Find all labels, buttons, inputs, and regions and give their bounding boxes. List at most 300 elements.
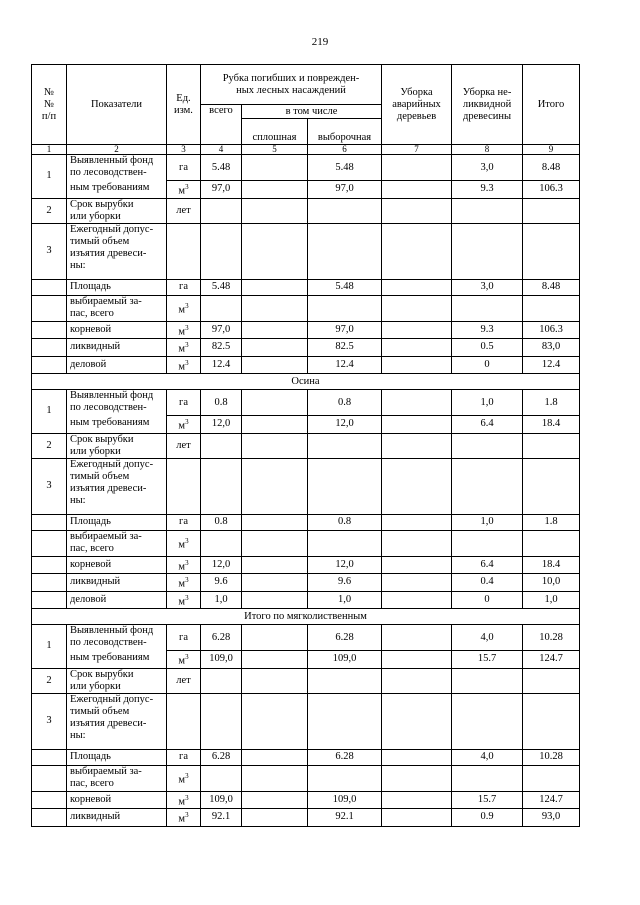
cell-v8 [452,530,523,556]
cell-v8 [452,295,523,321]
cell-v9 [523,765,580,791]
table-row [32,591,580,609]
cell-v6: 97,0 [308,181,382,199]
cell-v9: 1,0 [523,591,580,609]
cell-v4: 1,0 [201,591,242,609]
cell-v4: 6.28 [201,749,242,765]
row-label [67,390,167,434]
cell-v8: 3,0 [452,155,523,181]
unit-text: га [179,281,188,292]
cell-v9 [523,295,580,321]
cell-v4: 12.4 [201,356,242,374]
unit-superscript: 3 [185,793,189,802]
cell-v5 [242,749,308,765]
header-indicators: Показатели [67,65,167,145]
cell-v6: 0.8 [308,514,382,530]
cell-v9: 124.7 [523,791,580,809]
cell-v7 [382,574,452,592]
cell-v7 [382,765,452,791]
row-number [32,530,67,556]
cell-v9: 106.3 [523,181,580,199]
cell-v4: 0.8 [201,390,242,416]
row-number [32,321,67,339]
section-title: Осина [32,374,580,390]
row-unit [167,356,201,374]
cell-v7 [382,749,452,765]
row-number: 2 [32,198,67,223]
cell-v6 [308,198,382,223]
cell-v8 [452,223,523,279]
table-row [32,458,580,514]
cell-v4 [201,433,242,458]
table-row [32,530,580,556]
row-unit [167,530,201,556]
cell-v8: 9.3 [452,181,523,199]
cell-v6 [308,295,382,321]
cell-v8: 4,0 [452,749,523,765]
unit-superscript: 3 [185,771,189,780]
row-label: выбираемый за- пас, всего [67,295,167,321]
cell-v6 [308,223,382,279]
cell-v6: 6.28 [308,749,382,765]
cell-v6: 6.28 [308,625,382,651]
cell-v8: 3,0 [452,279,523,295]
cell-v4 [201,668,242,693]
cell-v5 [242,390,308,416]
cell-v7 [382,668,452,693]
unit-text: га [179,751,188,762]
unit-text: м [178,596,186,607]
row-unit [167,809,201,827]
header-num: № № п/п [32,65,67,145]
cell-v8: 15.7 [452,791,523,809]
column-number: 3 [167,145,201,155]
row-number: 3 [32,693,67,749]
cell-v4: 109,0 [201,651,242,669]
row-label: корневой [67,791,167,809]
header-illiquid: Уборка не- ликвидной древесины [452,65,523,145]
cell-v6 [308,693,382,749]
cell-v7 [382,339,452,357]
header-including: в том числе [242,105,382,119]
unit-text: га [179,631,188,643]
row-label: корневой [67,556,167,574]
cell-v5 [242,339,308,357]
cell-v7 [382,693,452,749]
unit-superscript: 3 [185,341,189,349]
cell-v8 [452,458,523,514]
row-unit [167,198,201,223]
forest-felling-table [31,64,580,827]
row-unit [167,625,201,651]
cell-v4: 97,0 [201,321,242,339]
row-label: Ежегодный допус- тимый объем изъятия древеси- ны: [67,693,167,749]
cell-v9 [523,198,580,223]
cell-v6 [308,668,382,693]
unit-text: м [178,561,186,572]
row-number [32,356,67,374]
table-row [32,556,580,574]
cell-v8 [452,198,523,223]
cell-v4: 9.6 [201,574,242,592]
cell-v7 [382,416,452,434]
row-number: 3 [32,458,67,514]
row-unit [167,765,201,791]
cell-v6 [308,530,382,556]
table-row [32,625,580,651]
cell-v9 [523,223,580,279]
row-label: Срок вырубки или уборки [67,433,167,458]
row-unit [167,651,201,669]
cell-v6: 5.48 [308,155,382,181]
cell-v9 [523,668,580,693]
row-label [67,625,167,669]
cell-v5 [242,693,308,749]
column-number: 6 [308,145,382,155]
unit-text: лет [176,674,191,686]
cell-v4: 12,0 [201,556,242,574]
table-row [32,155,580,181]
table-row [32,791,580,809]
row-label: выбираемый за- пас, всего [67,765,167,791]
cell-v5 [242,458,308,514]
cell-v5 [242,556,308,574]
cell-v7 [382,198,452,223]
cell-v6: 109,0 [308,791,382,809]
unit-text: га [179,161,188,173]
row-number [32,591,67,609]
cell-v7 [382,390,452,416]
row-label: Срок вырубки или уборки [67,198,167,223]
cell-v5 [242,765,308,791]
cell-v7 [382,514,452,530]
table-row [32,749,580,765]
row-unit [167,339,201,357]
cell-v4 [201,198,242,223]
cell-v8: 1,0 [452,390,523,416]
cell-v6: 12.4 [308,356,382,374]
cell-v5 [242,321,308,339]
cell-v5 [242,668,308,693]
cell-v4: 97,0 [201,181,242,199]
cell-v4 [201,458,242,514]
row-label: ликвидный [67,339,167,357]
row-unit [167,295,201,321]
row-label: Ежегодный допус- тимый объем изъятия древеси- ны: [67,458,167,514]
row-unit [167,458,201,514]
table-row [32,514,580,530]
row-unit [167,181,201,199]
cell-v9: 10.28 [523,749,580,765]
cell-v5 [242,356,308,374]
cell-v4: 12,0 [201,416,242,434]
table-row [32,356,580,374]
column-number: 5 [242,145,308,155]
cell-v8: 4,0 [452,625,523,651]
cell-v9: 18.4 [523,556,580,574]
cell-v9: 8.48 [523,155,580,181]
row-label [67,155,167,199]
cell-v8: 15.7 [452,651,523,669]
cell-v5 [242,530,308,556]
unit-superscript: 3 [185,418,189,426]
section-title: Итого по мягколиственным [32,609,580,625]
cell-v9 [523,530,580,556]
row-label-part: Выявленный фонд по лесоводствен- [70,625,154,648]
unit-text: м [178,361,186,372]
cell-v8 [452,433,523,458]
column-number: 2 [67,145,167,155]
table-row [32,668,580,693]
header-emergency: Уборка аварийных деревьев [382,65,452,145]
cell-v4 [201,765,242,791]
cell-v5 [242,155,308,181]
cell-v9 [523,458,580,514]
cell-v9: 1.8 [523,514,580,530]
row-label: выбираемый за- пас, всего [67,530,167,556]
cell-v5 [242,279,308,295]
cell-v9: 83,0 [523,339,580,357]
row-unit [167,223,201,279]
unit-text: м [178,326,186,337]
cell-v7 [382,223,452,279]
cell-v6: 97,0 [308,321,382,339]
table-row [32,223,580,279]
row-label: корневой [67,321,167,339]
cell-v4: 0.8 [201,514,242,530]
unit-text: м [178,304,186,316]
cell-v8 [452,693,523,749]
row-label-part: ным требованиям [70,182,150,193]
table-row [32,339,580,357]
cell-v8: 9.3 [452,321,523,339]
cell-v8 [452,765,523,791]
cell-v7 [382,458,452,514]
unit-text: га [179,396,188,408]
cell-v4: 82.5 [201,339,242,357]
cell-v7 [382,155,452,181]
row-label: ликвидный [67,574,167,592]
unit-text: м [178,185,186,197]
row-number [32,749,67,765]
cell-v5 [242,809,308,827]
row-unit [167,693,201,749]
cell-v4 [201,295,242,321]
cell-v7 [382,279,452,295]
cell-v6: 92.1 [308,809,382,827]
table-row [32,433,580,458]
column-number: 8 [452,145,523,155]
cell-v7 [382,181,452,199]
column-number: 1 [32,145,67,155]
row-label-part: ным требованиям [70,652,150,663]
table-row [32,765,580,791]
unit-superscript: 3 [185,593,189,602]
row-unit [167,749,201,765]
table-row [32,198,580,223]
row-unit [167,668,201,693]
cell-v4: 109,0 [201,791,242,809]
unit-superscript: 3 [185,358,189,367]
unit-superscript: 3 [185,301,189,310]
row-number: 1 [32,625,67,669]
cell-v5 [242,433,308,458]
row-label: ликвидный [67,809,167,827]
row-number [32,574,67,592]
row-number: 1 [32,390,67,434]
row-label-part: Выявленный фонд по лесоводствен- [70,155,154,178]
cell-v4: 92.1 [201,809,242,827]
cell-v4: 5.48 [201,155,242,181]
cell-v8: 6.4 [452,416,523,434]
table-row [32,693,580,749]
cell-v7 [382,651,452,669]
row-label: Ежегодный допус- тимый объем изъятия древеси- ны: [67,223,167,279]
row-unit [167,321,201,339]
cell-v6: 12,0 [308,556,382,574]
cell-v5 [242,416,308,434]
row-label: Площадь [67,749,167,765]
unit-text: м [178,578,186,590]
row-unit [167,556,201,574]
table-row [32,574,580,592]
row-unit [167,574,201,592]
cell-v8: 0 [452,591,523,609]
row-unit [167,416,201,434]
cell-v6: 0.8 [308,390,382,416]
cell-v9: 106.3 [523,321,580,339]
cell-v6 [308,433,382,458]
cell-v9: 93,0 [523,809,580,827]
cell-v9: 10,0 [523,574,580,592]
unit-text: м [178,774,186,786]
row-number [32,339,67,357]
cell-v8: 0 [452,356,523,374]
cell-v7 [382,809,452,827]
unit-superscript: 3 [185,558,189,567]
cell-v7 [382,321,452,339]
cell-v8: 1,0 [452,514,523,530]
row-label: Срок вырубки или уборки [67,668,167,693]
cell-v5 [242,181,308,199]
cell-v7 [382,791,452,809]
unit-text: м [178,796,186,807]
cell-v9: 8.48 [523,279,580,295]
row-label-part: ным требованиям [70,417,150,428]
cell-v4: 6.28 [201,625,242,651]
unit-text: га [179,516,188,527]
cell-v6 [308,458,382,514]
row-number [32,514,67,530]
unit-text: м [178,813,186,825]
cell-v8: 0.4 [452,574,523,592]
cell-v6: 1,0 [308,591,382,609]
row-unit [167,433,201,458]
cell-v9: 124.7 [523,651,580,669]
cell-v5 [242,295,308,321]
unit-superscript: 3 [185,811,189,819]
cell-v5 [242,591,308,609]
row-number: 3 [32,223,67,279]
header-total-felling: всего [201,105,242,145]
cell-v7 [382,356,452,374]
header-clear: сплошная [242,119,308,145]
cell-v4: 5.48 [201,279,242,295]
cell-v6: 5.48 [308,279,382,295]
section-header-row [32,374,580,390]
row-number [32,556,67,574]
row-unit [167,591,201,609]
cell-v6: 82.5 [308,339,382,357]
unit-superscript: 3 [185,536,189,545]
row-number [32,279,67,295]
row-number: 1 [32,155,67,199]
table-body [32,65,580,827]
cell-v9 [523,433,580,458]
unit-text: м [178,539,186,551]
row-unit [167,279,201,295]
cell-v5 [242,651,308,669]
cell-v6: 12,0 [308,416,382,434]
row-unit [167,514,201,530]
unit-text: м [178,343,186,355]
header-felling: Рубка погибших и поврежден- ных лесных насаждений [201,65,382,105]
header-unit: Ед. изм. [167,65,201,145]
cell-v7 [382,530,452,556]
cell-v7 [382,625,452,651]
cell-v6: 109,0 [308,651,382,669]
section-header-row [32,609,580,625]
cell-v6: 9.6 [308,574,382,592]
cell-v5 [242,574,308,592]
table-row [32,809,580,827]
row-label: Площадь [67,279,167,295]
cell-v5 [242,791,308,809]
row-unit [167,155,201,181]
cell-v5 [242,223,308,279]
column-number: 4 [201,145,242,155]
cell-v9: 18.4 [523,416,580,434]
row-number [32,295,67,321]
unit-superscript: 3 [185,576,189,584]
cell-v9: 12.4 [523,356,580,374]
page-number: 219 [311,36,329,48]
unit-text: лет [176,439,191,451]
row-unit [167,791,201,809]
cell-v5 [242,514,308,530]
table-row [32,279,580,295]
row-label-part: Выявленный фонд по лесоводствен- [70,390,154,413]
unit-superscript: 3 [185,323,189,332]
cell-v4 [201,223,242,279]
cell-v8: 0.9 [452,809,523,827]
unit-superscript: 3 [185,183,189,191]
row-number [32,791,67,809]
row-label: деловой [67,591,167,609]
row-number: 2 [32,433,67,458]
cell-v9: 10.28 [523,625,580,651]
table-row [32,390,580,416]
row-number [32,765,67,791]
cell-v7 [382,295,452,321]
row-label: деловой [67,356,167,374]
row-number: 2 [32,668,67,693]
unit-text: лет [176,204,191,216]
cell-v8 [452,668,523,693]
cell-v7 [382,556,452,574]
cell-v7 [382,433,452,458]
cell-v8: 0.5 [452,339,523,357]
